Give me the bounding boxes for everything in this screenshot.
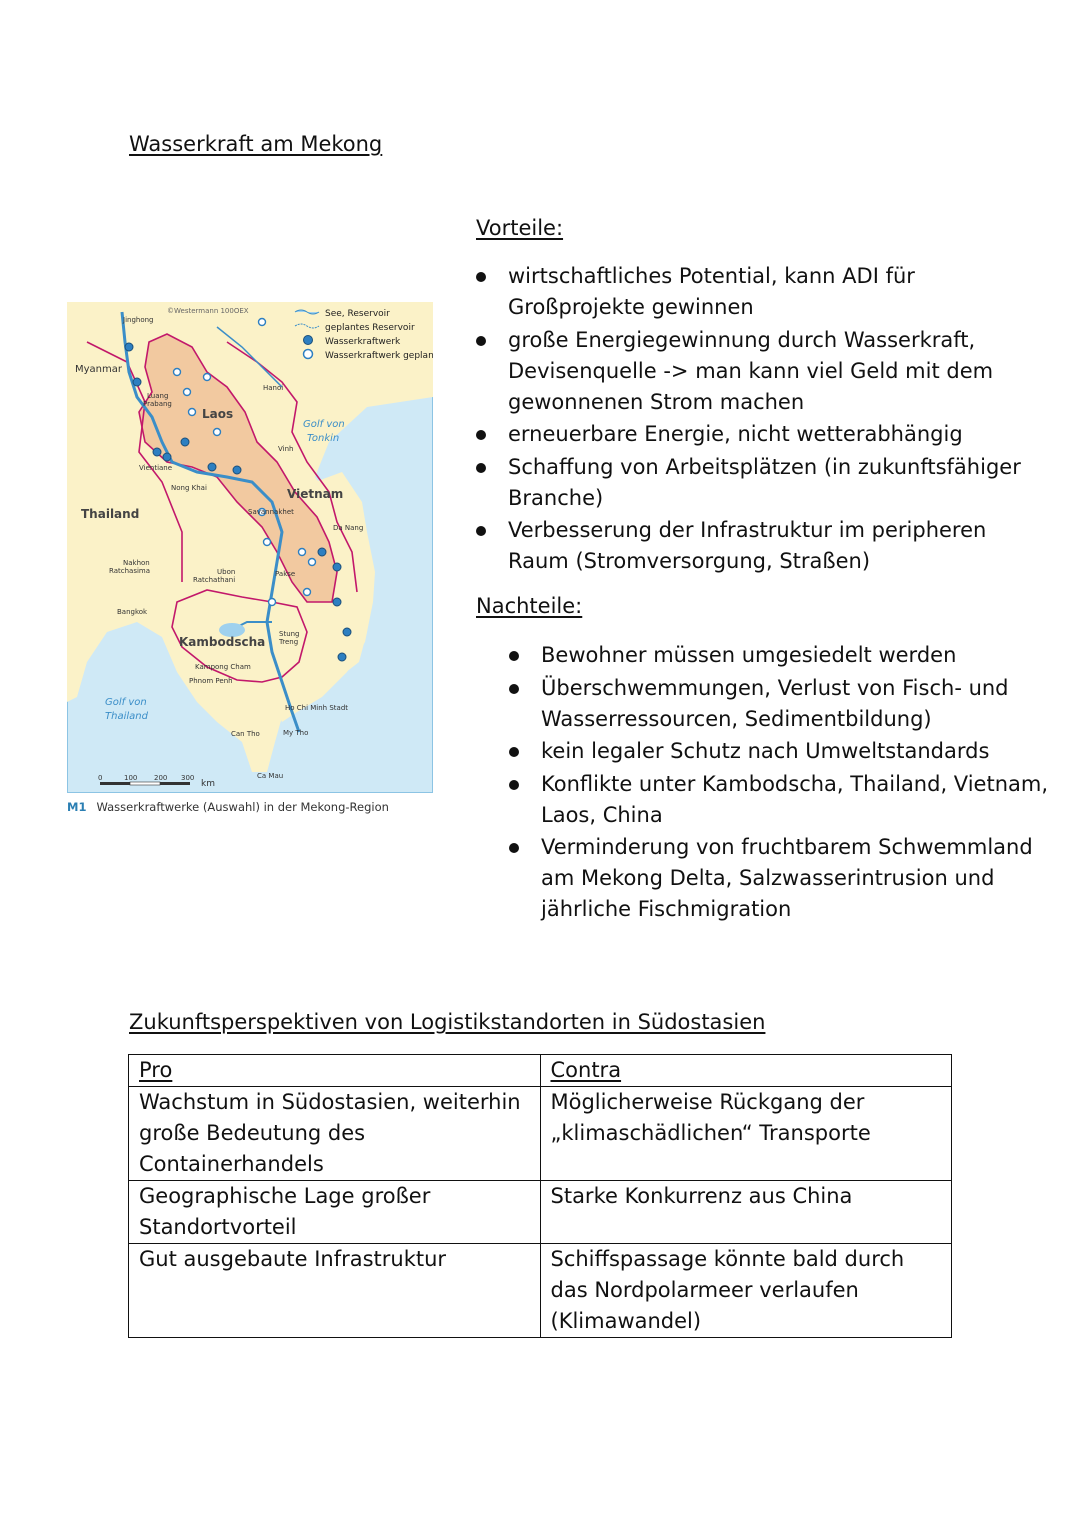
list-item: große Energiegewinnung durch Wasserkraft, Devisenquelle -> man kann viel Geld mit dem gewonnenen Strom machen (476, 325, 1036, 418)
scale-300: 300 (181, 774, 195, 782)
label-thailand: Thailand (81, 507, 140, 521)
legend-lake: See, Reservoir (325, 309, 390, 319)
place-nakhon-1: Nakhon (123, 559, 150, 567)
pro-header: Pro (129, 1055, 541, 1087)
place-nakhon-2: Ratchasima (109, 567, 151, 575)
place-pakse: Pakse (275, 570, 296, 578)
place-my-tho: My Tho (283, 729, 309, 737)
place-vientiane: Vientiane (139, 464, 173, 472)
scale-200: 200 (154, 774, 168, 782)
nachteile-list (509, 640, 1049, 927)
section-title: Zukunftsperspektiven von Logistikstandorten in Südostasien (129, 1010, 766, 1034)
legend-plant: Wasserkraftwerk (325, 337, 401, 347)
legend-planned-reservoir: geplantes Reservoir (325, 323, 415, 333)
place-ubon-1: Ubon (217, 568, 236, 576)
pro-contra-table (128, 1054, 952, 1338)
legend-plant-planned: Wasserkraftwerk geplant (325, 351, 433, 361)
place-luang-2: Prabang (143, 400, 172, 408)
caption-text: Wasserkraftwerke (Auswahl) in der Mekong-Region (96, 800, 389, 814)
place-hanoi: Hanoi (263, 384, 284, 392)
pro-cell: Wachstum in Südostasien, weiterhin große Bedeutung des Containerhandels (129, 1087, 541, 1181)
contra-cell: Starke Konkurrenz aus China (540, 1181, 952, 1244)
scale-unit: km (201, 779, 215, 789)
place-vinh: Vinh (278, 445, 294, 453)
place-can-tho: Can Tho (231, 730, 260, 738)
vorteile-list (476, 261, 1036, 579)
label-tonkin-1: Golf von (303, 419, 345, 430)
nachteile-heading: Nachteile: (476, 594, 583, 618)
list-item: wirtschaftliches Potential, kann ADI für Großprojekte gewinnen (476, 261, 1036, 323)
label-vietnam: Vietnam (287, 487, 344, 501)
list-item: Schaffung von Arbeitsplätzen (in zukunftsfähiger Branche) (476, 452, 1036, 514)
contra-cell: Möglicherweise Rückgang der „klimaschädlichen“ Transporte (540, 1087, 952, 1181)
scale-0: 0 (98, 774, 103, 782)
map-caption (67, 800, 389, 814)
caption-label: M1 (67, 800, 87, 814)
label-golf-thailand-1: Golf von (105, 697, 147, 708)
place-ubon-2: Ratchathani (193, 576, 236, 584)
mekong-map (67, 302, 433, 793)
table-row (129, 1087, 952, 1181)
contra-header: Contra (540, 1055, 952, 1087)
list-item: Bewohner müssen umgesiedelt werden (509, 640, 1049, 671)
place-phnom-penh: Phnom Penh (189, 677, 233, 685)
list-item: Verbesserung der Infrastruktur im peripheren Raum (Stromversorgung, Straßen) (476, 515, 1036, 577)
table-row (129, 1181, 952, 1244)
place-stung-2: Treng (279, 638, 299, 646)
place-jinghong: Jinghong (123, 316, 154, 324)
contra-cell: Schiffspassage könnte bald durch das Nordpolarmeer verlaufen (Klimawandel) (540, 1244, 952, 1338)
label-myanmar: Myanmar (75, 364, 122, 375)
map-copyright: ©Westermann 100OEX (167, 307, 249, 315)
place-hcmc: Ho Chi Minh Stadt (285, 704, 349, 712)
page-title: Wasserkraft am Mekong (129, 132, 383, 156)
label-laos: Laos (202, 407, 234, 421)
list-item: Überschwemmungen, Verlust von Fisch- und Wasserressourcen, Sedimentbildung) (509, 673, 1049, 735)
pro-cell: Geographische Lage großer Standortvorteil (129, 1181, 541, 1244)
table-row (129, 1244, 952, 1338)
list-item: erneuerbare Energie, nicht wetterabhängig (476, 419, 1036, 450)
place-luang-1: Luang (147, 392, 169, 400)
place-savannakhet: Savannakhet (248, 508, 294, 516)
place-nong-khai: Nong Khai (171, 484, 207, 492)
scale-100: 100 (124, 774, 138, 782)
label-tonkin-2: Tonkin (307, 433, 340, 444)
place-bangkok: Bangkok (117, 608, 148, 616)
list-item: Konflikte unter Kambodscha, Thailand, Vietnam, Laos, China (509, 769, 1049, 831)
list-item: Verminderung von fruchtbarem Schwemmland am Mekong Delta, Salzwasserintrusion und jährliche Fischmigration (509, 832, 1049, 925)
pro-cell: Gut ausgebaute Infrastruktur (129, 1244, 541, 1338)
place-ca-mau: Ca Mau (257, 772, 284, 780)
label-cambodia: Kambodscha (179, 635, 266, 649)
place-kampong-cham: Kampong Cham (195, 663, 251, 671)
place-da-nang: Da Nang (333, 524, 364, 532)
place-stung-1: Stung (279, 630, 300, 638)
label-golf-thailand-2: Thailand (105, 711, 148, 722)
table-header-row (129, 1055, 952, 1087)
vorteile-heading: Vorteile: (476, 216, 564, 240)
list-item: kein legaler Schutz nach Umweltstandards (509, 736, 1049, 767)
